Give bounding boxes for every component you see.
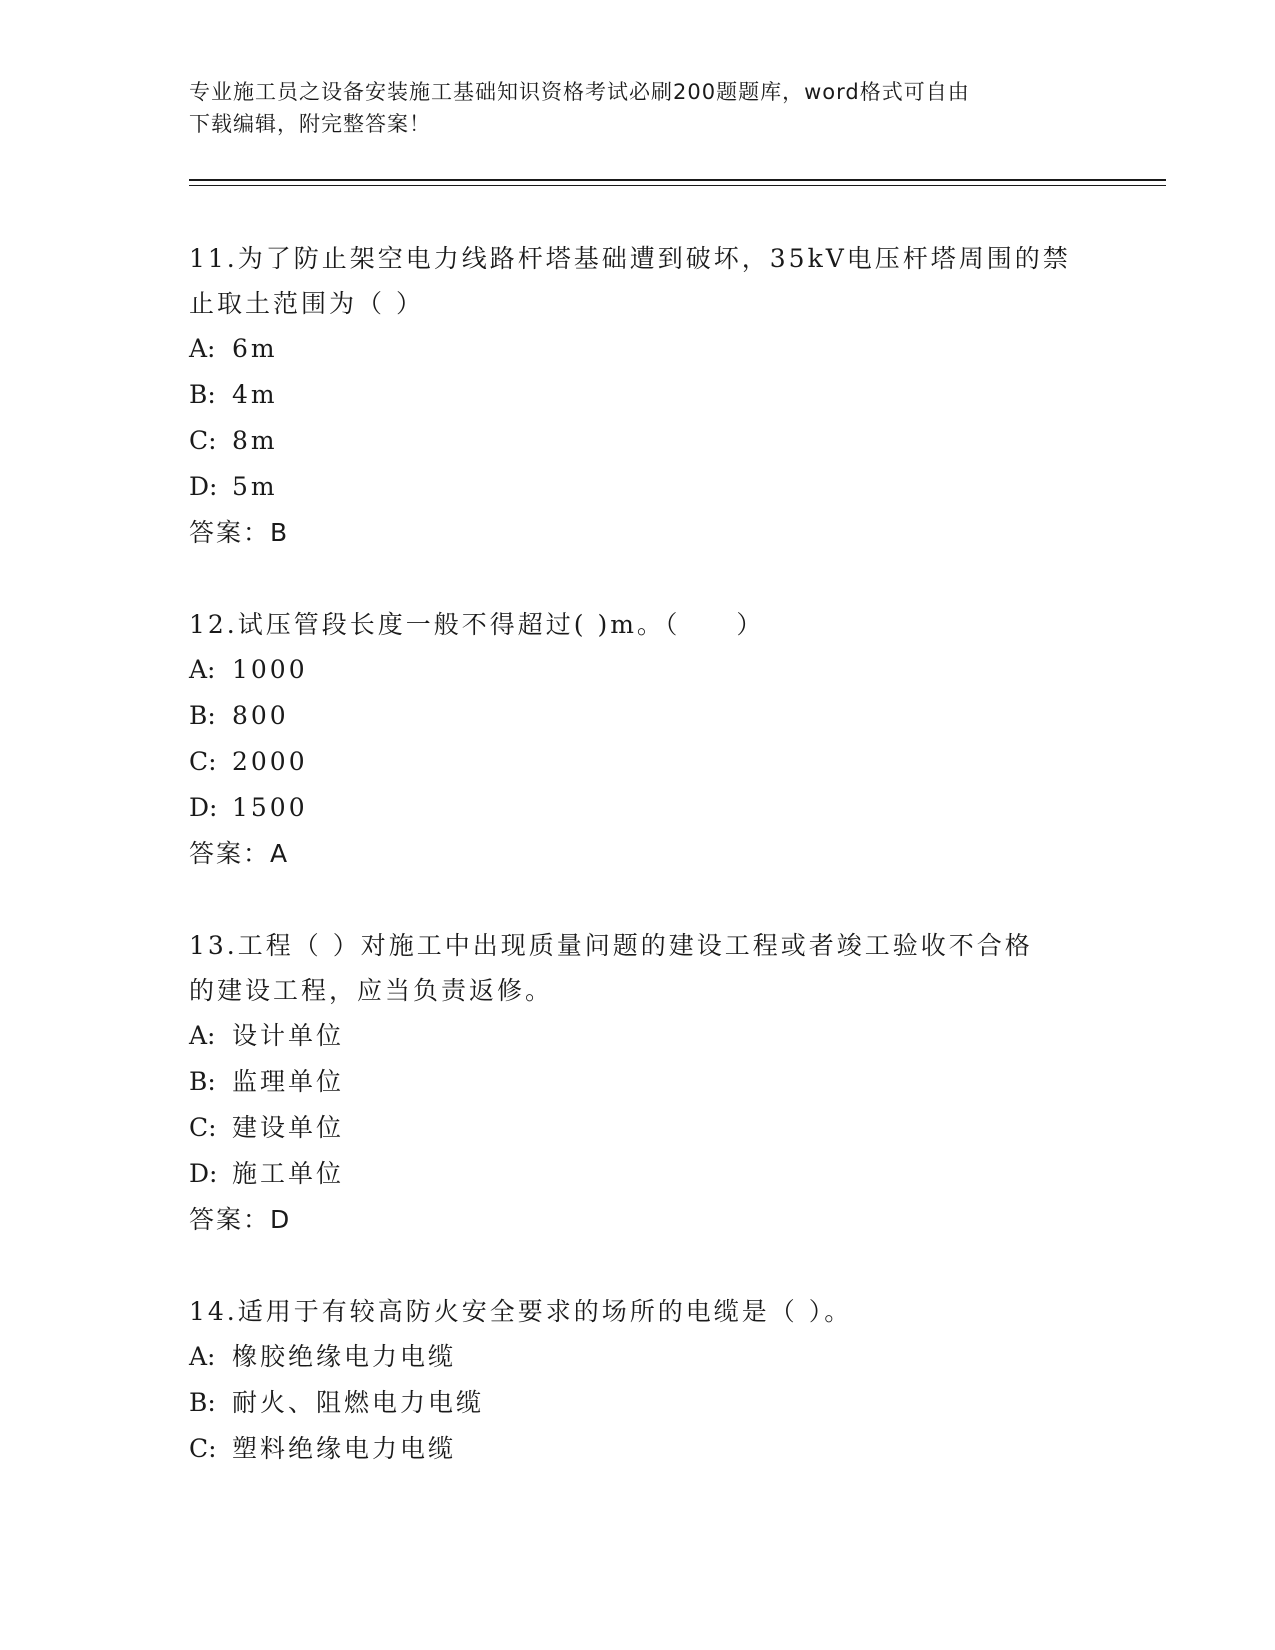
option-letter: D: bbox=[189, 472, 218, 501]
option-text: 耐火、阻燃电力电缆 bbox=[232, 1388, 485, 1417]
option-letter: C: bbox=[189, 426, 217, 455]
option-text: 1500 bbox=[232, 793, 308, 822]
option-letter: A: bbox=[189, 655, 216, 684]
option-b bbox=[189, 1380, 1089, 1426]
option-d bbox=[189, 785, 1089, 831]
option-text: 1000 bbox=[232, 655, 308, 684]
option-letter: C: bbox=[189, 1113, 217, 1142]
option-text: 800 bbox=[232, 701, 289, 730]
option-text: 建设单位 bbox=[232, 1113, 345, 1142]
option-letter: D: bbox=[189, 793, 218, 822]
header-line-1: 专业施工员之设备安装施工基础知识资格考试必刷200题题库，word格式可自由 bbox=[189, 80, 970, 104]
option-text: 4m bbox=[232, 380, 278, 409]
option-b bbox=[189, 1059, 1089, 1105]
option-text: 5m bbox=[232, 472, 278, 501]
document-header bbox=[189, 76, 1089, 140]
option-letter: B: bbox=[189, 701, 216, 730]
question-stem: 的建设工程，应当负责返修。 bbox=[189, 976, 554, 1005]
option-letter: A: bbox=[189, 334, 216, 363]
question-14 bbox=[189, 1289, 1089, 1472]
question-13 bbox=[189, 923, 1089, 1243]
option-letter: A: bbox=[189, 1021, 216, 1050]
option-letter: D: bbox=[189, 1159, 218, 1188]
option-text: 施工单位 bbox=[232, 1159, 345, 1188]
option-letter: C: bbox=[189, 1434, 217, 1463]
question-stem: 止取土范围为（ ） bbox=[189, 289, 424, 318]
option-a bbox=[189, 1334, 1089, 1380]
question-stem: 13.工程（ ）对施工中出现质量问题的建设工程或者竣工验收不合格 bbox=[189, 931, 1033, 960]
option-d bbox=[189, 1151, 1089, 1197]
option-text: 塑料绝缘电力电缆 bbox=[232, 1434, 457, 1463]
question-11 bbox=[189, 236, 1089, 556]
option-a bbox=[189, 647, 1089, 693]
question-12 bbox=[189, 602, 1089, 877]
answer-key: 答案：A bbox=[189, 839, 290, 868]
option-letter: B: bbox=[189, 380, 216, 409]
question-list bbox=[189, 236, 1089, 1472]
option-letter: B: bbox=[189, 1067, 216, 1096]
option-letter: B: bbox=[189, 1388, 216, 1417]
answer-key: 答案：D bbox=[189, 1205, 292, 1234]
header-divider bbox=[189, 179, 1166, 186]
question-stem: 12.试压管段长度一般不得超过( )m。（ ） bbox=[189, 610, 765, 639]
option-b bbox=[189, 693, 1089, 739]
option-a bbox=[189, 326, 1089, 372]
option-text: 橡胶绝缘电力电缆 bbox=[232, 1342, 457, 1371]
option-letter: A: bbox=[189, 1342, 216, 1371]
option-text: 8m bbox=[232, 426, 278, 455]
question-stem: 11.为了防止架空电力线路杆塔基础遭到破坏，35kV电压杆塔周围的禁 bbox=[189, 244, 1071, 273]
option-d bbox=[189, 464, 1089, 510]
option-c bbox=[189, 1426, 1089, 1472]
option-c bbox=[189, 1105, 1089, 1151]
option-c bbox=[189, 418, 1089, 464]
option-text: 6m bbox=[232, 334, 278, 363]
option-text: 监理单位 bbox=[232, 1067, 345, 1096]
option-b bbox=[189, 372, 1089, 418]
answer-key: 答案：B bbox=[189, 518, 290, 547]
header-line-2: 下载编辑，附完整答案！ bbox=[189, 112, 431, 136]
option-text: 2000 bbox=[232, 747, 308, 776]
option-c bbox=[189, 739, 1089, 785]
option-text: 设计单位 bbox=[232, 1021, 345, 1050]
option-a bbox=[189, 1013, 1089, 1059]
question-stem: 14.适用于有较高防火安全要求的场所的电缆是（ ）。 bbox=[189, 1297, 853, 1326]
option-letter: C: bbox=[189, 747, 217, 776]
